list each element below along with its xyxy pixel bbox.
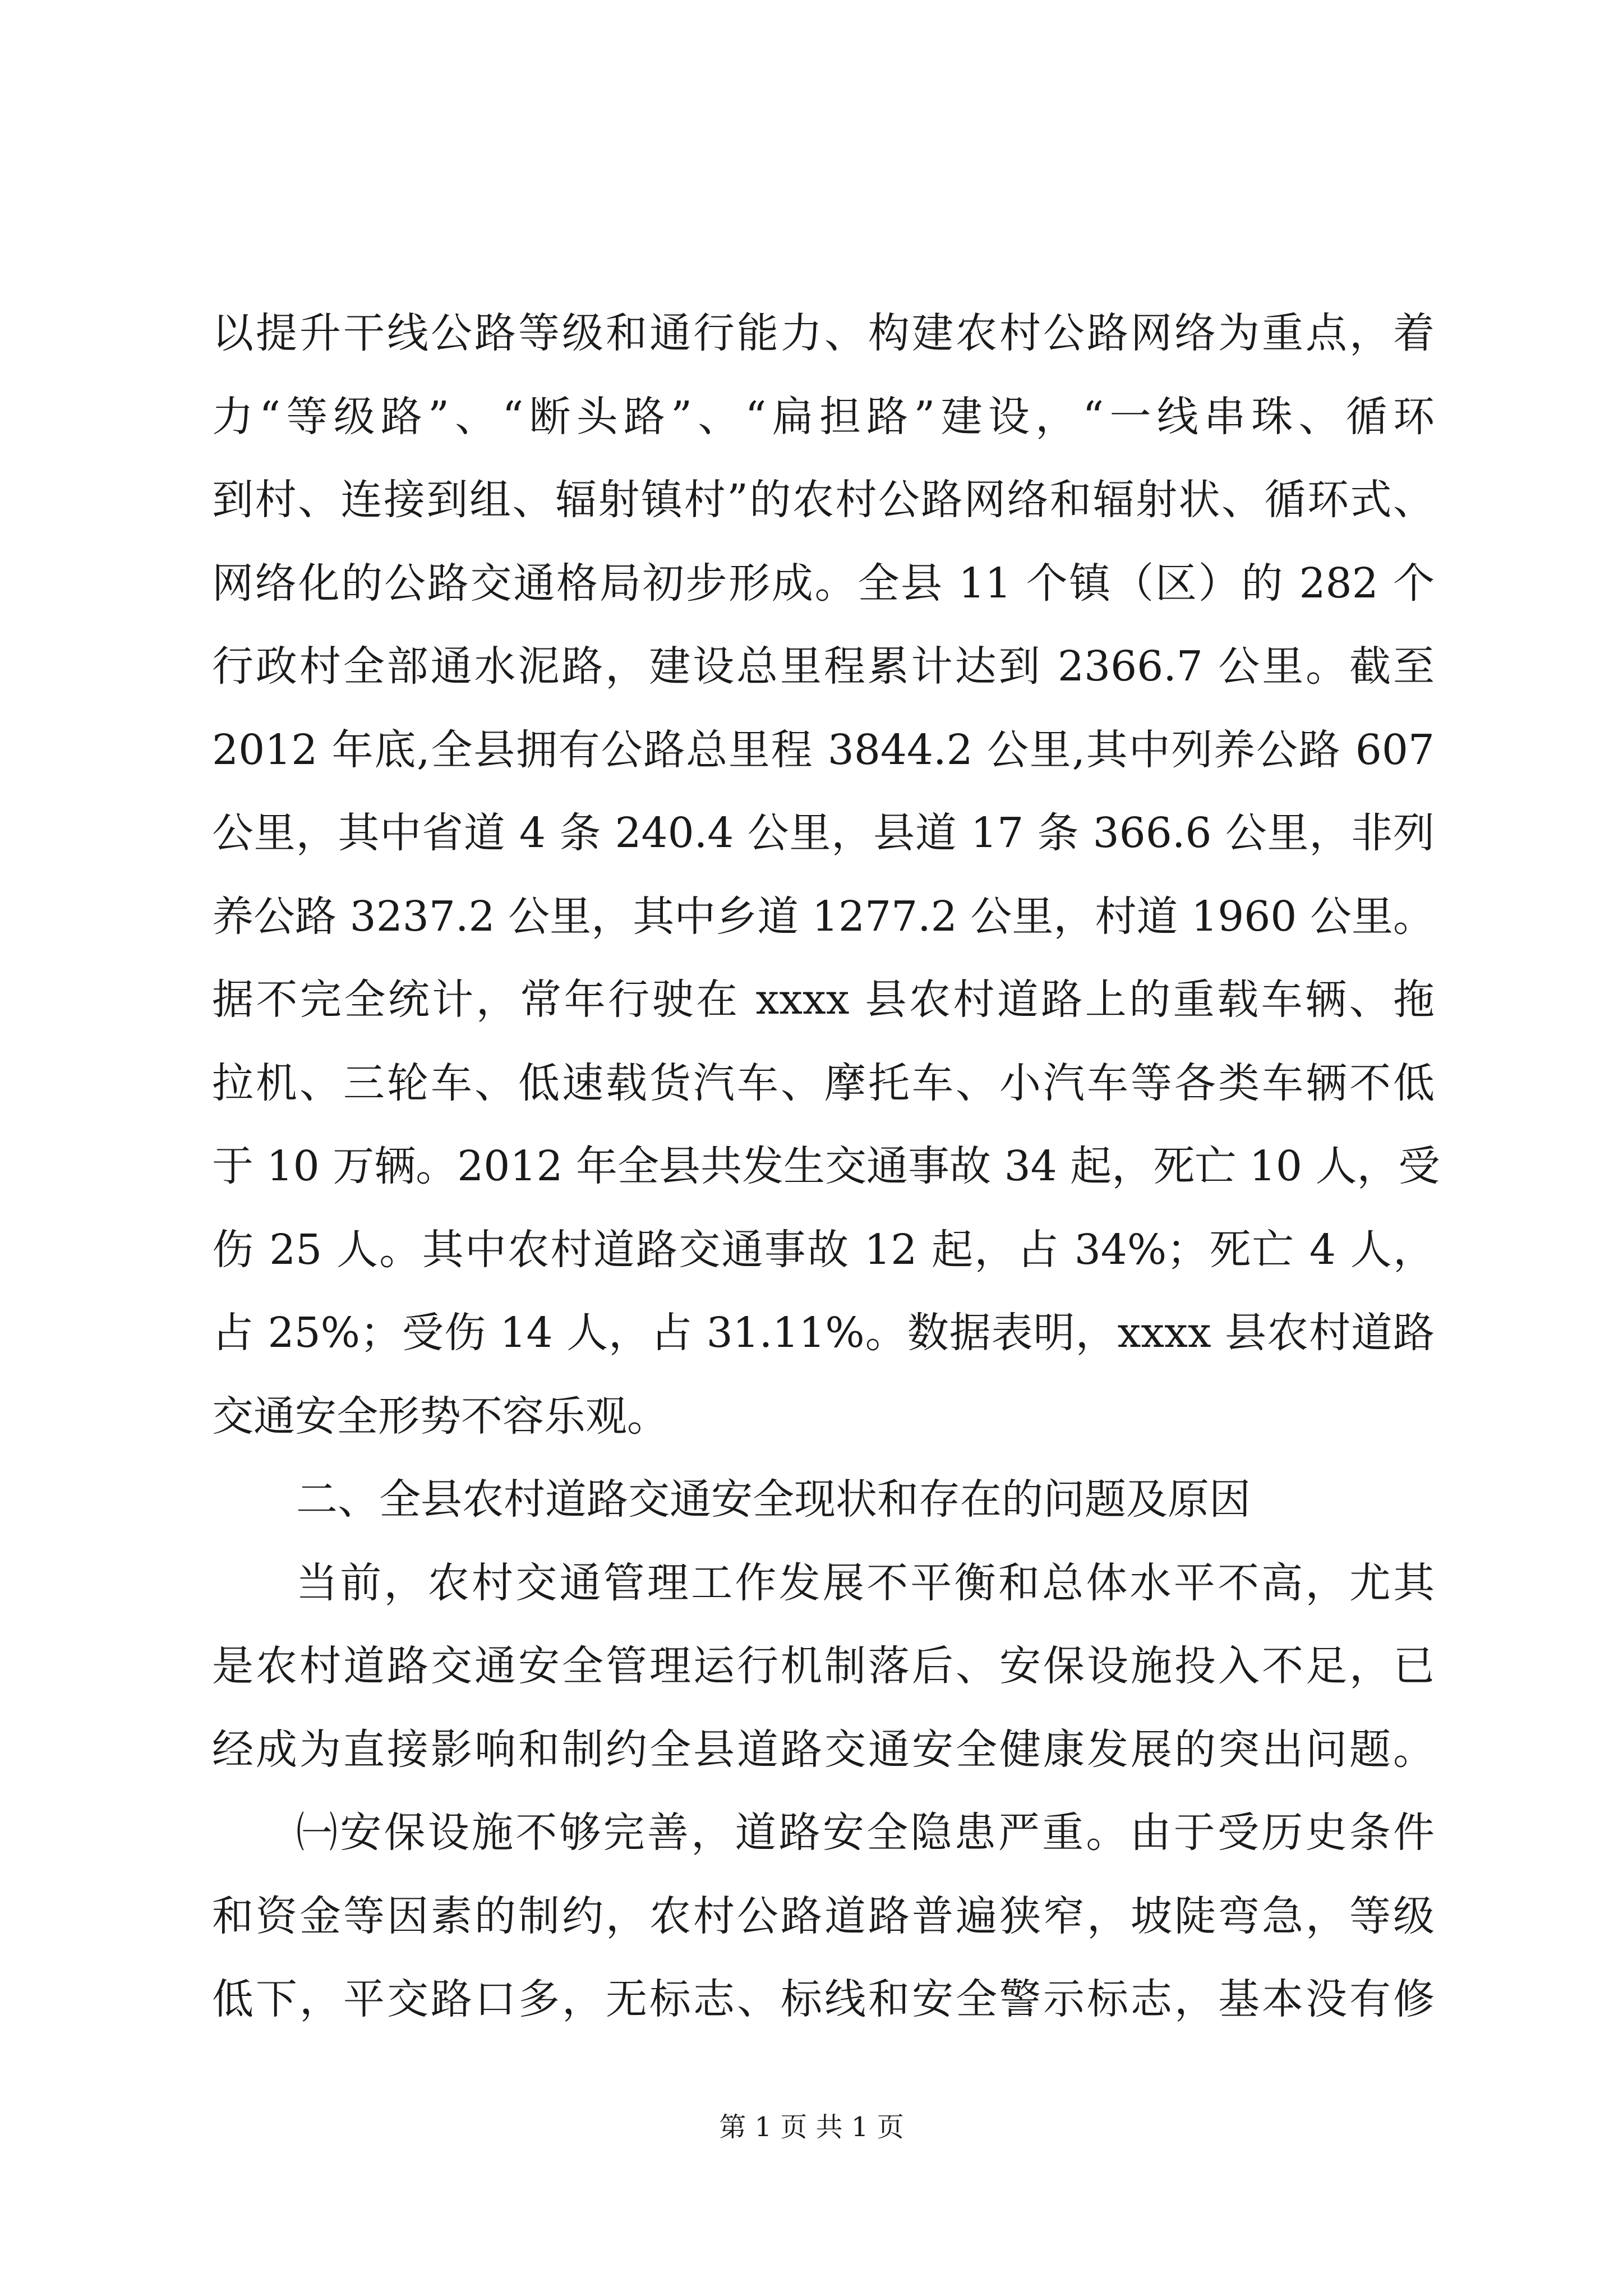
- document-body: [212, 292, 1440, 2041]
- text-line: 拉机、三轮车、低速载货汽车、摩托车、小汽车等各类车辆不低: [212, 1059, 1435, 1107]
- text-line: 于 10 万辆。2012 年全县共发生交通事故 34 起，死亡 10 人，受: [212, 1142, 1440, 1190]
- text-line: 经成为直接影响和制约全县道路交通安全健康发展的突出问题。: [212, 1725, 1435, 1774]
- text-line: 和资金等因素的制约，农村公路道路普遍狭窄，坡陡弯急，等级: [212, 1892, 1435, 1940]
- text-line: 伤 25 人。其中农村道路交通事故 12 起，占 34%；死亡 4 人，: [212, 1225, 1435, 1274]
- text-line: 网络化的公路交通格局初步形成。全县 11 个镇（区）的 282 个: [212, 559, 1435, 608]
- text-line: 是农村道路交通安全管理运行机制落后、安保设施投入不足，已: [212, 1642, 1435, 1690]
- text-line: 养公路 3237.2 公里，其中乡道 1277.2 公里，村道 1960 公里。: [212, 892, 1435, 941]
- text-line: 到村、连接到组、辐射镇村”的农村公路网络和辐射状、循环式、: [212, 476, 1435, 524]
- text-line: 2012 年底,全县拥有公路总里程 3844.2 公里,其中列养公路 607: [212, 725, 1435, 774]
- page-number-label: 第 1 页 共 1 页: [719, 2111, 904, 2143]
- text-line: 公里，其中省道 4 条 240.4 公里，县道 17 条 366.6 公里，非列: [212, 809, 1435, 857]
- text-line: 低下，平交路口多，无标志、标线和安全警示标志，基本没有修: [212, 1975, 1435, 2023]
- page-footer: [0, 2110, 1623, 2144]
- text-line: 交通安全形势不容乐观。: [212, 1392, 668, 1441]
- text-line: 以提升干线公路等级和通行能力、构建农村公路网络为重点，着: [212, 309, 1435, 357]
- text-line: 当前，农村交通管理工作发展不平衡和总体水平不高，尤其: [296, 1558, 1435, 1607]
- text-line: ㈠安保设施不够完善，道路安全隐患严重。由于受历史条件: [296, 1809, 1435, 1857]
- text-line: 力“等级路”、“断头路”、“扁担路”建设，“一线串珠、循环: [212, 392, 1435, 441]
- text-line: 行政村全部通水泥路，建设总里程累计达到 2366.7 公里。截至: [212, 642, 1435, 691]
- section-heading: 二、全县农村道路交通安全现状和存在的问题及原因: [296, 1475, 1251, 1524]
- text-line: 占 25%；受伤 14 人，占 31.11%。数据表明，xxxx 县农村道路: [212, 1309, 1435, 1357]
- text-line: 据不完全统计，常年行驶在 xxxx 县农村道路上的重载车辆、拖: [212, 976, 1435, 1024]
